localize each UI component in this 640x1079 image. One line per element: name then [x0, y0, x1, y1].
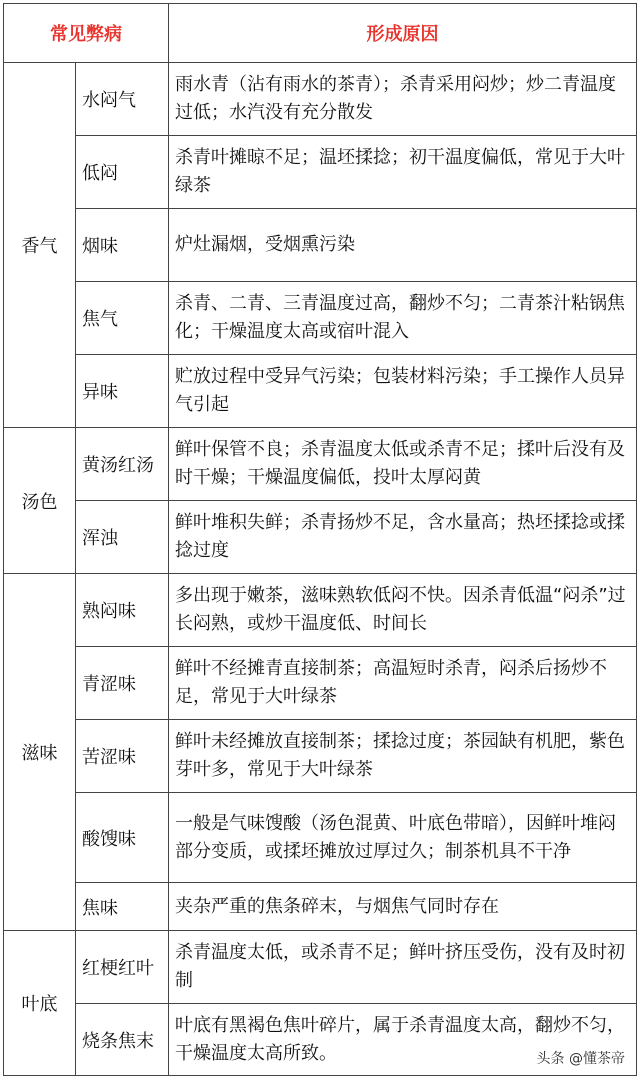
- header-causes: 形成原因: [169, 4, 637, 63]
- category-cell: 叶底: [4, 931, 76, 1076]
- tea-defects-table: [3, 3, 637, 1076]
- defect-name: 黄汤红汤: [76, 428, 169, 501]
- defect-name: 红梗红叶: [76, 931, 169, 1004]
- table-row: [4, 428, 637, 501]
- defect-cause: 多出现于嫩茶，滋味熟软低闷不快。因杀青低温“闷杀”过长闷熟，或炒干温度低、时间长: [169, 574, 637, 647]
- defect-cause: 鲜叶保管不良；杀青温度太低或杀青不足；揉叶后没有及时干燥；干燥温度偏低，投叶太厚闷黄: [169, 428, 637, 501]
- defect-cause: 杀青叶摊晾不足；温坯揉捻；初干温度偏低，常见于大叶绿茶: [169, 136, 637, 209]
- table-row: [4, 931, 637, 1004]
- defect-cause: 杀青温度太低，或杀青不足；鲜叶挤压受伤，没有及时初制: [169, 931, 637, 1004]
- table-row: [4, 501, 637, 574]
- defect-cause: 夹杂严重的焦条碎末，与烟焦气同时存在: [169, 883, 637, 931]
- defect-name: 熟闷味: [76, 574, 169, 647]
- defect-name: 青涩味: [76, 647, 169, 720]
- defect-name: 烟味: [76, 209, 169, 282]
- defect-cause: 炉灶漏烟，受烟熏污染: [169, 209, 637, 282]
- defect-cause: 一般是气味馊酸（汤色混黄、叶底色带暗），因鲜叶堆闷部分变质，或揉坯摊放过厚过久；制茶机具不干净: [169, 793, 637, 883]
- defect-name: 烧条焦末: [76, 1004, 169, 1076]
- defect-name: 焦味: [76, 883, 169, 931]
- table-row: [4, 282, 637, 355]
- category-cell: 汤色: [4, 428, 76, 574]
- defect-name: 焦气: [76, 282, 169, 355]
- table-row: [4, 574, 637, 647]
- table-row: [4, 720, 637, 793]
- header-row: [4, 4, 637, 63]
- table-row: [4, 355, 637, 428]
- watermark: 头条 @懂茶帝: [534, 1047, 628, 1069]
- defect-cause: 贮放过程中受异气污染；包装材料污染；手工操作人员异气引起: [169, 355, 637, 428]
- defect-name: 水闷气: [76, 63, 169, 136]
- header-common-defects: 常见弊病: [4, 4, 169, 63]
- defect-cause: 杀青、二青、三青温度过高，翻炒不匀；二青茶汁粘锅焦化；干燥温度太高或宿叶混入: [169, 282, 637, 355]
- table-row: [4, 793, 637, 883]
- defect-name: 浑浊: [76, 501, 169, 574]
- defect-cause: 雨水青（沾有雨水的茶青）；杀青采用闷炒；炒二青温度过低；水汽没有充分散发: [169, 63, 637, 136]
- defect-name: 苦涩味: [76, 720, 169, 793]
- table-row: [4, 209, 637, 282]
- table-row: [4, 883, 637, 931]
- category-cell: 滋味: [4, 574, 76, 931]
- table-row: [4, 136, 637, 209]
- defect-name: 异味: [76, 355, 169, 428]
- defect-cause: 鲜叶堆积失鲜；杀青扬炒不足，含水量高；热坯揉捻或揉捻过度: [169, 501, 637, 574]
- table-row: [4, 647, 637, 720]
- table-row: [4, 63, 637, 136]
- category-cell: 香气: [4, 63, 76, 428]
- defect-cause: 叶底有黑褐色焦叶碎片，属于杀青温度太高，翻炒不匀，干燥温度太高所致。: [169, 1004, 637, 1076]
- defect-cause: 鲜叶不经摊青直接制茶；高温短时杀青，闷杀后扬炒不足，常见于大叶绿茶: [169, 647, 637, 720]
- defect-name: 低闷: [76, 136, 169, 209]
- defect-cause: 鲜叶未经摊放直接制茶；揉捻过度；茶园缺有机肥，紫色芽叶多，常见于大叶绿茶: [169, 720, 637, 793]
- defect-name: 酸馊味: [76, 793, 169, 883]
